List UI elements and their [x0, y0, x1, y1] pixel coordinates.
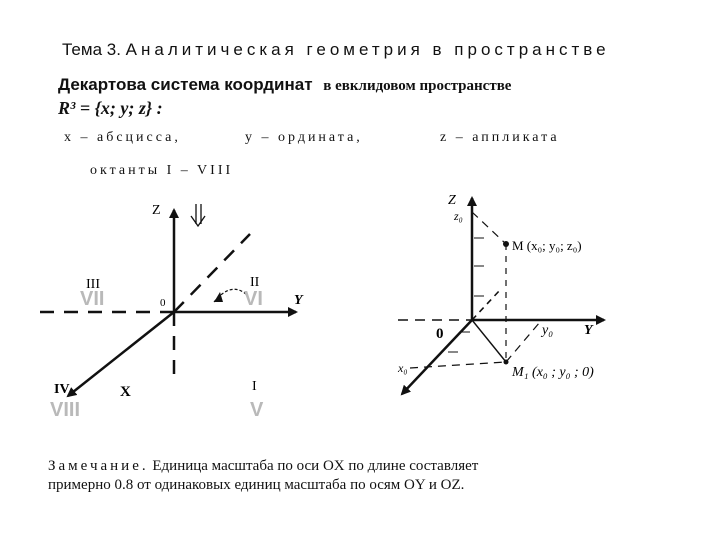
z0-to-M-line — [472, 212, 506, 244]
heading-bold: Декартова система координат — [58, 75, 313, 94]
remark — [48, 457, 478, 495]
octant-VI: VI — [244, 288, 263, 310]
remark-line-1: Единица масштаба по оси OX по длине составляет — [152, 458, 479, 474]
right-x-axis-negative — [472, 290, 500, 320]
octant-II: II — [250, 275, 260, 290]
topic-name: Аналитическая геометрия в пространстве — [125, 40, 610, 59]
right-y-label: Y — [584, 323, 593, 338]
remark-line-2: примерно 0.8 от одинаковых единиц масштаба по осям OY и OZ. — [48, 477, 465, 493]
point-M-label: M (x₀; y₀; z₀) — [512, 238, 582, 253]
left-origin: 0 — [160, 297, 166, 309]
point-M1-label: M₁ (x₀ ; y₀ ; 0) — [512, 365, 594, 380]
left-diagram — [40, 203, 304, 421]
x0-to-M1-line — [410, 362, 506, 368]
point-M — [503, 241, 509, 247]
left-x-label: X — [120, 384, 131, 400]
origin-to-M1-line — [472, 320, 506, 362]
right-y0-label: y₀ — [542, 323, 554, 338]
axis-name-x: x – абсцисса, — [64, 130, 181, 145]
octant-IV: IV — [54, 382, 70, 397]
topic-prefix: Тема 3. — [62, 40, 121, 59]
rotation-arrow-icon — [214, 292, 223, 302]
heading-rest: в евклидовом пространстве — [323, 78, 512, 94]
octant-III: III — [86, 277, 100, 292]
right-z-label: Z — [448, 193, 456, 208]
octants-line: октанты I – VIII — [90, 163, 234, 178]
M1-to-y0-line — [506, 322, 540, 362]
left-z-label: Z — [152, 203, 161, 218]
octant-VII: VII — [80, 288, 105, 310]
left-x-axis-negative — [174, 234, 250, 312]
right-z0-label: z₀ — [454, 209, 463, 223]
set-definition: R³ = {x; y; z} : — [58, 98, 163, 118]
axis-name-y: y – ордината, — [245, 130, 363, 145]
octant-VIII: VIII — [50, 399, 81, 421]
octant-V: V — [250, 399, 264, 421]
right-x0-label: x₀ — [398, 361, 408, 375]
right-origin: 0 — [436, 326, 444, 342]
axis-name-z: z – аппликата — [440, 130, 560, 145]
right-diagram — [397, 193, 604, 394]
remark-word: Замечание. — [48, 458, 149, 474]
octant-I: I — [252, 379, 257, 394]
left-y-label: Y — [294, 293, 303, 308]
point-M1 — [504, 360, 509, 365]
